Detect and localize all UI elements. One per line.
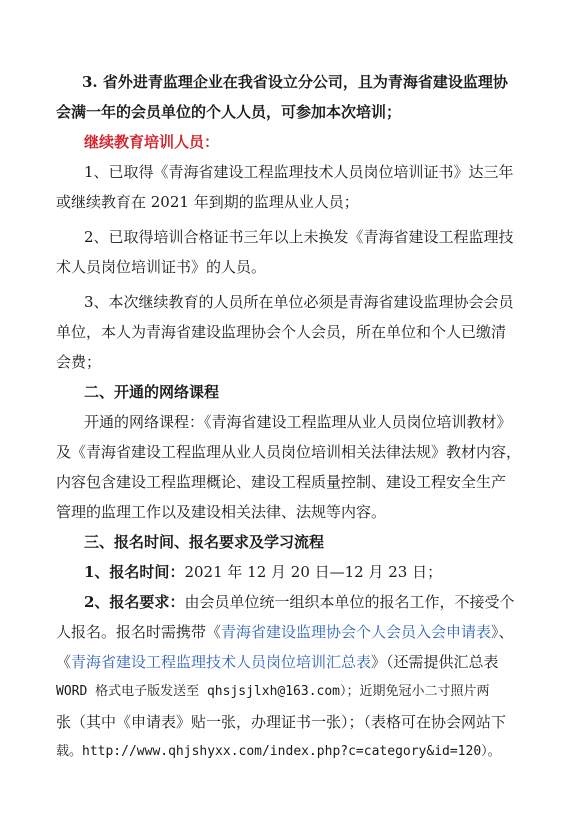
reg-req-text: 由会员单位统一组织本单位的报名工作，不接受个 — [184, 593, 515, 611]
reg-req-line3-post: 》（还需提供汇总表 — [371, 653, 499, 671]
reg-req-line3-pre: 《 — [56, 653, 72, 671]
continuing-p3-line2: 单位，本人为青海省建设监理协会个人会员，所在单位和个人已缴清 — [56, 323, 507, 341]
reg-req-line1 — [0, 592, 583, 612]
section2-line4: 管理的监理工作以及建设相关法律、法规等内容。 — [56, 503, 387, 521]
reg-req-line2-pre: 人报名。报名时需携带《 — [56, 623, 222, 641]
continuing-p3-line3: 会费； — [56, 353, 102, 371]
continuing-p2-line2: 术人员岗位培训证书》的人员。 — [56, 258, 267, 276]
reg-time-value: 2021 年 12 月 20 日—12 月 23 日； — [184, 563, 443, 581]
reg-req-line2-post: 》、 — [491, 623, 514, 641]
reg-time-label: 1、报名时间： — [84, 563, 185, 581]
reg-req-line6: 载。http://www.qhjshyxx.com/index.php?c=category&id=120）。 — [56, 744, 501, 759]
reg-time-line — [0, 562, 583, 582]
continuing-p1-line2: 或继续教育在 2021 年到期的监理从业人员； — [56, 193, 359, 211]
section2-line2: 及《青海省建设工程监理从业人员岗位培训相关法律法规》教材内容， — [56, 443, 522, 461]
application-form-link[interactable]: 青海省建设监理协会个人会员入会申请表 — [221, 623, 492, 641]
item3-line1: 3. 省外进青监理企业在我省设立分公司，且为青海省建设监理协 — [82, 73, 508, 91]
section2-line3: 内容包含建设工程监理概论、建设工程质量控制、建设工程安全生产 — [56, 473, 507, 491]
reg-req-line4: WORD 格式电子版发送至 qhsjsjlxh@163.com）；近期免冠小二寸照片两 — [56, 684, 490, 699]
continuing-education-heading: 继续教育培训人员： — [84, 133, 220, 151]
reg-req-label: 2、报名要求： — [84, 593, 185, 611]
reg-req-line5: 张（其中《申请表》贴一张，办理证书一张）；（表格可在协会网站下 — [56, 713, 507, 731]
section2-heading: 二、开通的网络课程 — [84, 383, 220, 401]
reg-req-line3 — [0, 652, 583, 672]
section3-heading: 三、报名时间、报名要求及学习流程 — [84, 533, 325, 551]
item3-line2: 会满一年的会员单位的个人人员，可参加本次培训； — [56, 103, 402, 121]
training-summary-link[interactable]: 青海省建设工程监理技术人员岗位培训汇总表 — [71, 653, 372, 671]
section2-line1: 开通的网络课程：《青海省建设工程监理从业人员岗位培训教材》 — [84, 413, 512, 431]
reg-req-line2 — [0, 622, 583, 642]
continuing-p3-line1: 3、本次继续教育的人员所在单位必须是青海省建设监理协会会员 — [84, 293, 514, 311]
continuing-p2-line1: 2、已取得培训合格证书三年以上未换发《青海省建设工程监理技 — [84, 228, 514, 246]
continuing-p1-line1: 1、已取得《青海省建设工程监理技术人员岗位培训证书》达三年 — [84, 163, 514, 181]
